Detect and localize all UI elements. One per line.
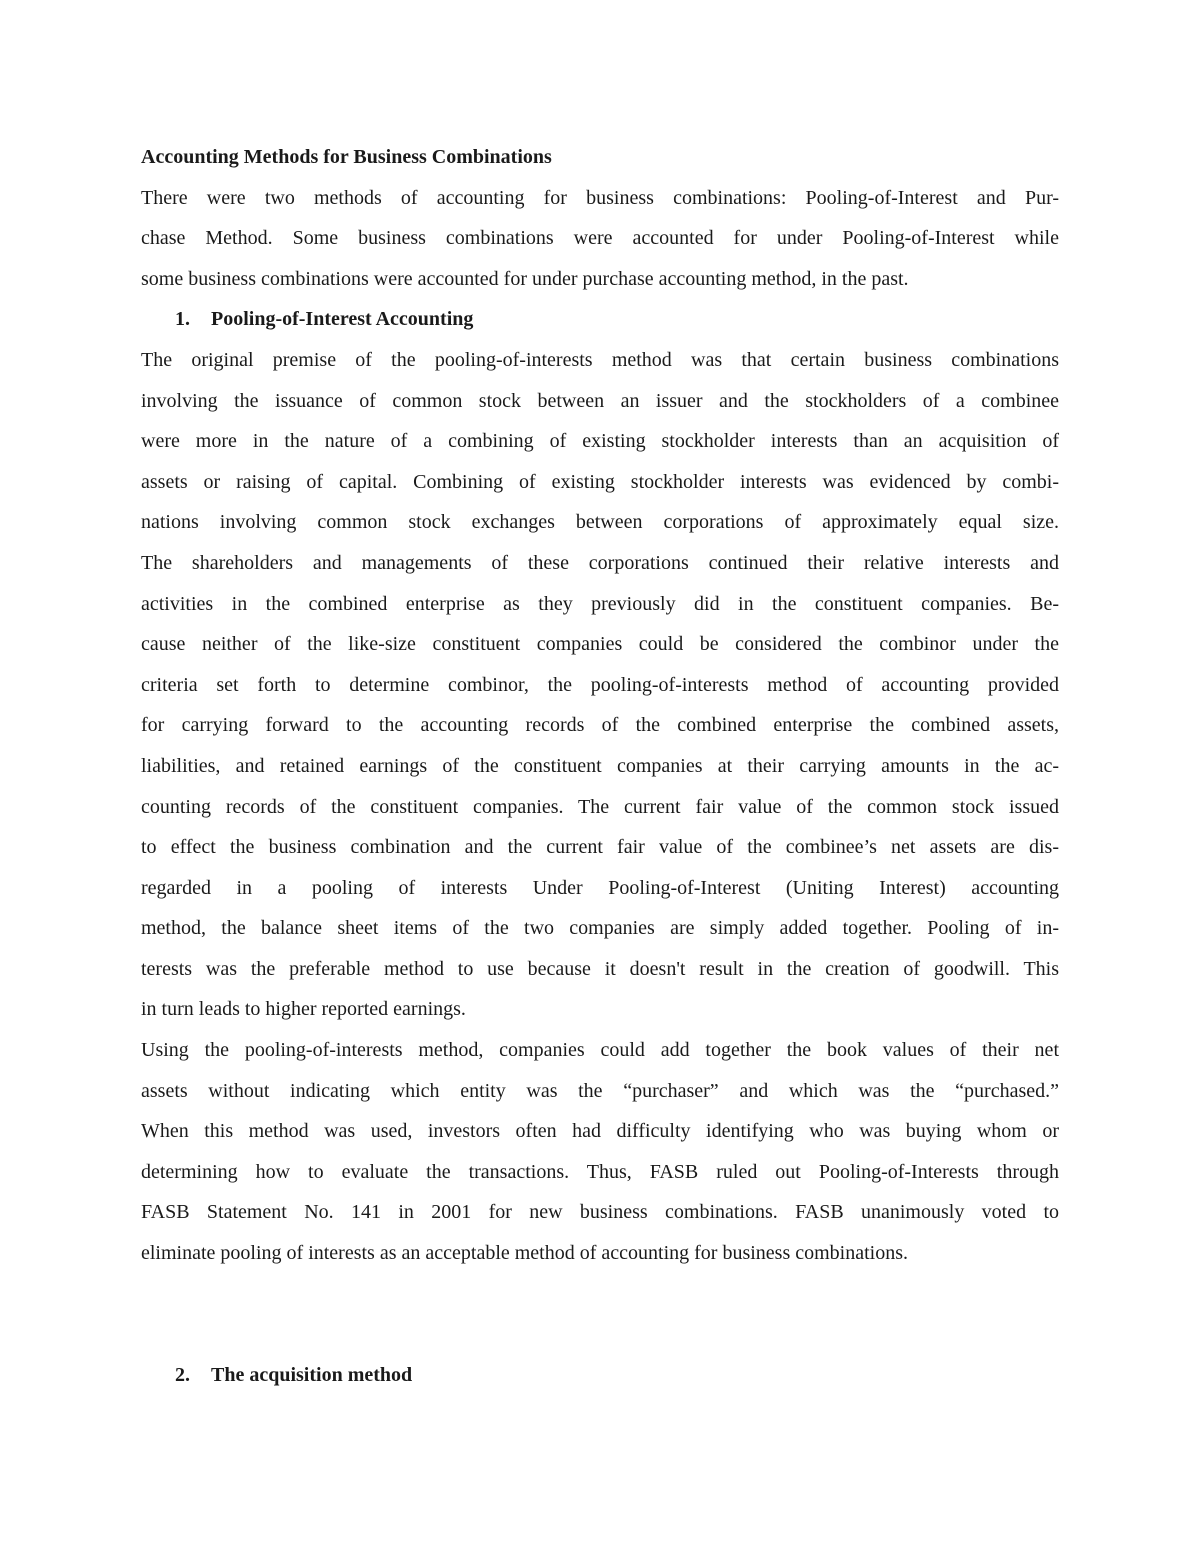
paragraph-line: assets without indicating which entity was the “purchaser” and which was the “purchased.” [141,1079,1059,1102]
paragraph-line: The shareholders and managements of these corporations continued their relative interests and [141,551,1059,574]
section-2-number: 2. [175,1363,190,1386]
paragraph-line: criteria set forth to determine combinor, the pooling-of-interests method of accounting provided [141,673,1059,696]
section-1-heading [141,299,1059,340]
fasb-paragraph [141,1030,1059,1274]
paragraph-line: nations involving common stock exchanges between corporations of approximately equal size. [141,511,1059,534]
section-1-number: 1. [175,308,190,331]
paragraph-line: counting records of the constituent companies. The current fair value of the common stock issued [141,795,1059,818]
section-2-heading [141,1355,1059,1396]
intro-line: chase Method. Some business combinations were accounted for under Pooling-of-Interest while [141,227,1059,250]
intro-line: some business combinations were accounted for under purchase accounting method, in the past. [141,267,909,290]
section-1-title: Pooling-of-Interest Accounting [211,308,474,331]
page-heading: Accounting Methods for Business Combinations [141,146,552,168]
paragraph-line: eliminate pooling of interests as an acceptable method of accounting for business combinations. [141,1242,909,1265]
paragraph-line: liabilities, and retained earnings of the constituent companies at their carrying amounts in the ac- [141,754,1059,777]
paragraph-line: activities in the combined enterprise as they previously did in the constituent companies. Be- [141,592,1059,615]
paragraph-line: When this method was used, investors often had difficulty identifying who was buying whom or [141,1120,1059,1143]
pooling-paragraph [141,340,1059,1030]
paragraph-line: regarded in a pooling of interests Under Pooling-of-Interest (Uniting Interest) accounting [141,876,1059,899]
section-2-title: The acquisition method [211,1363,413,1386]
paragraph-line: method, the balance sheet items of the two companies are simply added together. Pooling of in- [141,917,1059,940]
paragraph-line: terests was the preferable method to use because it doesn't result in the creation of goodwill. This [141,957,1059,980]
paragraph-line: Using the pooling-of-interests method, companies could add together the book values of their net [141,1039,1059,1062]
paragraph-line: cause neither of the like-size constituent companies could be considered the combinor under the [141,633,1059,656]
paragraph-line: FASB Statement No. 141 in 2001 for new business combinations. FASB unanimously voted to [141,1201,1059,1224]
intro-paragraph [141,178,1059,300]
paragraph-line: assets or raising of capital. Combining of existing stockholder interests was evidenced by combi- [141,470,1059,493]
blank-space [141,1274,1059,1355]
intro-line: There were two methods of accounting for business combinations: Pooling-of-Interest and Pur- [141,186,1059,209]
paragraph-line: involving the issuance of common stock between an issuer and the stockholders of a combinee [141,389,1059,412]
paragraph-line: to effect the business combination and the current fair value of the combinee’s net assets are dis- [141,836,1059,859]
paragraph-line: for carrying forward to the accounting records of the combined enterprise the combined assets, [141,714,1059,737]
paragraph-line: were more in the nature of a combining of existing stockholder interests than an acquisition of [141,430,1059,453]
paragraph-line: in turn leads to higher reported earnings. [141,998,466,1021]
paragraph-line: The original premise of the pooling-of-interests method was that certain business combinations [141,348,1059,371]
paragraph-line: determining how to evaluate the transactions. Thus, FASB ruled out Pooling-of-Interests through [141,1160,1059,1183]
document-body [141,137,1059,1395]
